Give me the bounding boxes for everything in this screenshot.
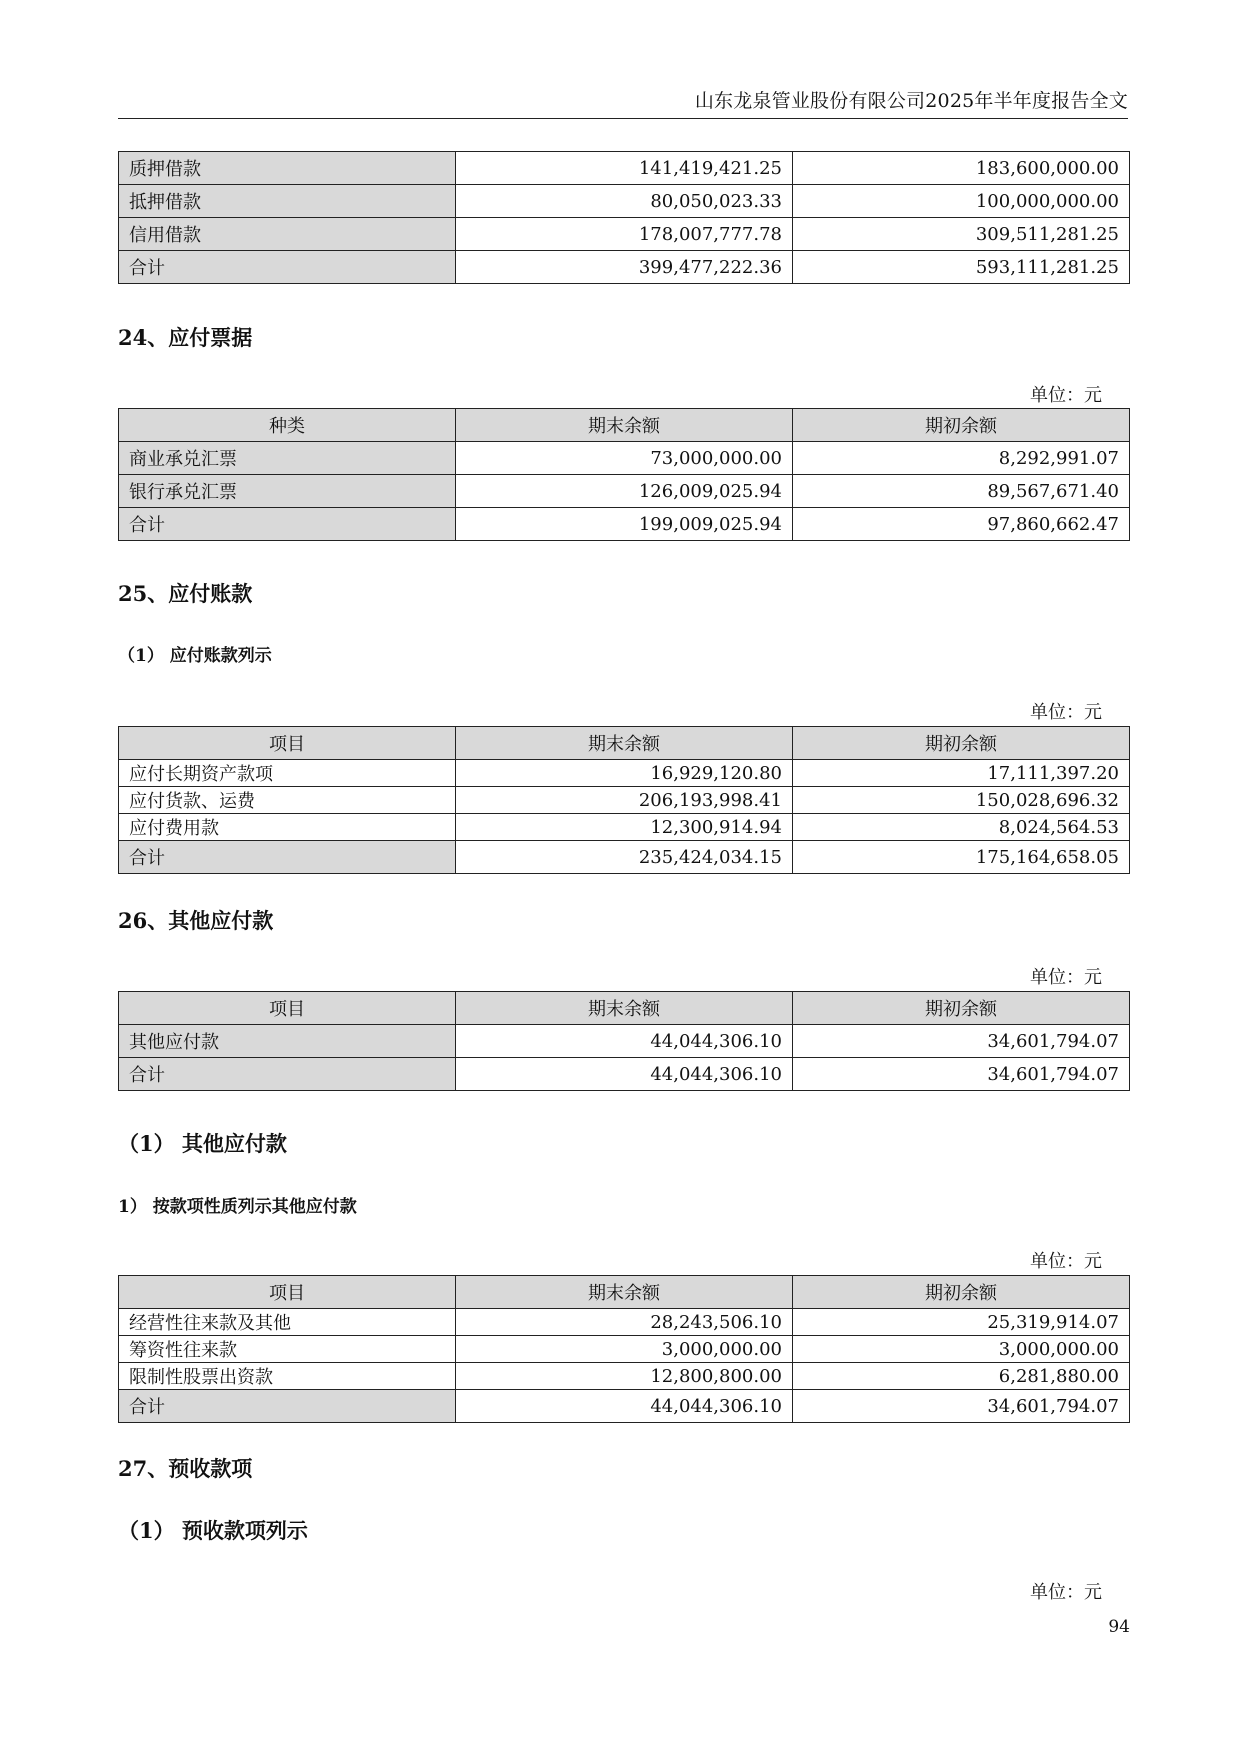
column-header: 期末余额	[456, 727, 793, 760]
table-row-total: 合计 235,424,034.15 175,164,658.05	[119, 841, 1130, 874]
table-row: 银行承兑汇票 126,009,025.94 89,567,671.40	[119, 475, 1130, 508]
unit-label: 单位：元	[1030, 1582, 1102, 1603]
table-row: 应付长期资产款项 16,929,120.80 17,111,397.20	[119, 760, 1130, 787]
table-row-total: 合计 44,044,306.10 34,601,794.07	[119, 1058, 1130, 1091]
section-27-title: 27、预收款项	[118, 1456, 253, 1481]
column-header: 项目	[119, 992, 456, 1025]
table-row: 商业承兑汇票 73,000,000.00 8,292,991.07	[119, 442, 1130, 475]
other-payables-table	[118, 991, 1130, 1091]
column-header: 期初余额	[793, 992, 1130, 1025]
section-26-subtitle: （1） 其他应付款	[118, 1131, 287, 1156]
table-row: 筹资性往来款 3,000,000.00 3,000,000.00	[119, 1336, 1130, 1363]
column-header: 期初余额	[793, 409, 1130, 442]
table-row: 信用借款 178,007,777.78 309,511,281.25	[119, 218, 1130, 251]
column-header: 期末余额	[456, 1276, 793, 1309]
column-header: 期末余额	[456, 409, 793, 442]
section-25-title: 25、应付账款	[118, 581, 253, 606]
column-header: 期末余额	[456, 992, 793, 1025]
table-row: 质押借款 141,419,421.25 183,600,000.00	[119, 152, 1130, 185]
table-row: 其他应付款 44,044,306.10 34,601,794.07	[119, 1025, 1130, 1058]
table-row: 经营性往来款及其他 28,243,506.10 25,319,914.07	[119, 1309, 1130, 1336]
accounts-payable-table	[118, 726, 1130, 874]
section-27-subtitle: （1） 预收款项列示	[118, 1518, 308, 1543]
table-row: 抵押借款 80,050,023.33 100,000,000.00	[119, 185, 1130, 218]
unit-label: 单位：元	[1030, 967, 1102, 988]
borrowings-table	[118, 151, 1130, 284]
table-row: 应付费用款 12,300,914.94 8,024,564.53	[119, 814, 1130, 841]
unit-label: 单位：元	[1030, 1251, 1102, 1272]
other-payables-by-nature-table	[118, 1275, 1130, 1423]
table-row-total: 合计 399,477,222.36 593,111,281.25	[119, 251, 1130, 284]
section-26-subsubtitle: 1） 按款项性质列示其他应付款	[118, 1197, 357, 1217]
column-header: 种类	[119, 409, 456, 442]
report-header: 山东龙泉管业股份有限公司2025年半年度报告全文	[694, 90, 1128, 112]
page-number: 94	[1108, 1617, 1130, 1637]
table-row: 应付货款、运费 206,193,998.41 150,028,696.32	[119, 787, 1130, 814]
table-row: 限制性股票出资款 12,800,800.00 6,281,880.00	[119, 1363, 1130, 1390]
notes-payable-table	[118, 408, 1130, 541]
section-26-title: 26、其他应付款	[118, 908, 274, 933]
column-header: 项目	[119, 1276, 456, 1309]
column-header: 期初余额	[793, 727, 1130, 760]
table-row-total: 合计 44,044,306.10 34,601,794.07	[119, 1390, 1130, 1423]
table-row-total: 合计 199,009,025.94 97,860,662.47	[119, 508, 1130, 541]
unit-label: 单位：元	[1030, 702, 1102, 723]
unit-label: 单位：元	[1030, 385, 1102, 406]
column-header: 项目	[119, 727, 456, 760]
header-divider	[118, 118, 1128, 119]
section-24-title: 24、应付票据	[118, 325, 253, 350]
section-25-subtitle: （1） 应付账款列示	[118, 646, 272, 666]
column-header: 期初余额	[793, 1276, 1130, 1309]
